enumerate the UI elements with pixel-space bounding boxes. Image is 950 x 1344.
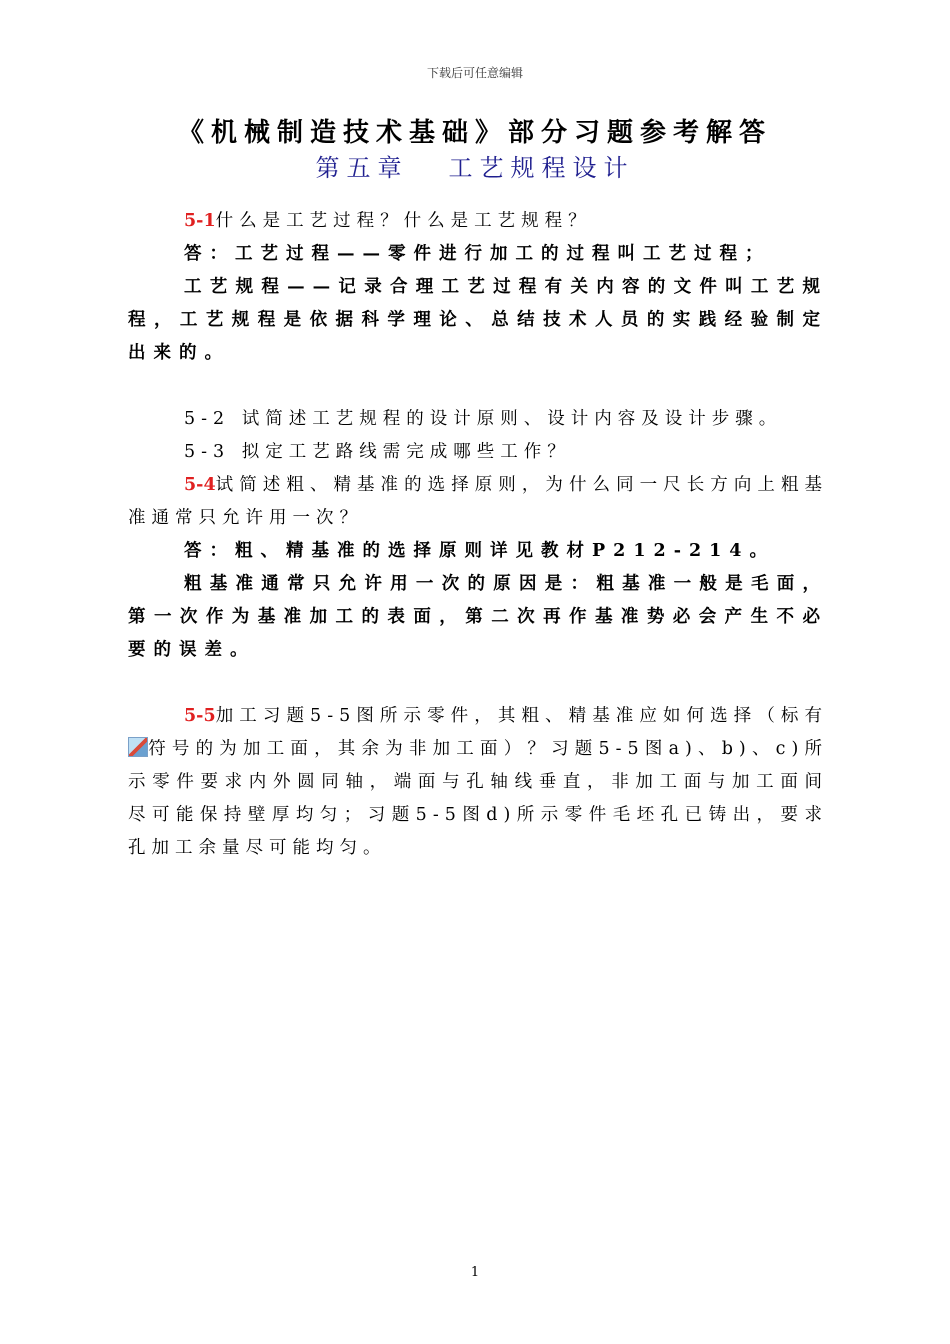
question-text-b: 符号的为加工面，其余为非加工面）？习题5-5图a)、b)、c)所示零件要求内外圆同轴，端面与孔轴线垂直，非加工面与加工面间尽可能保持壁厚均匀；习题5-5图d)所示零件毛坯孔已铸出，要求孔加工余量尽可能均匀。 [128,739,828,858]
page-header: 下载后可任意编辑 [426,66,523,80]
chapter-subtitle [0,148,950,183]
question-text: 什么是工艺过程？什么是工艺规程？ [215,211,592,231]
chapter-number: 第五章 [315,154,409,182]
question-5-3: 5-3 拟定工艺路线需完成哪些工作？ [184,442,571,462]
question-number: 5-1 [184,211,216,231]
chapter-name: 工艺规程设计 [448,154,635,182]
question-5-5 [128,700,828,865]
question-text: 试简述粗、精基准的选择原则，为什么同一尺长方向上粗基准通常只允许用一次？ [128,475,828,528]
answer-5-4-part1: 答：粗、精基准的选择原则详见教材P212-214。 [184,541,775,561]
answer-5-1-part2: 工艺规程——记录合理工艺过程有关内容的文件叫工艺规程，工艺规程是依据科学理论、总结技术人员的实践经验制定出来的。 [128,277,828,363]
question-5-4 [128,469,828,535]
question-text-a: 加工习题5-5图所示零件，其粗、精基准应如何选择（标有 [215,706,828,726]
question-5-1 [128,205,828,238]
answer-5-4-part2: 粗基准通常只允许用一次的原因是：粗基准一般是毛面，第一次作为基准加工的表面，第二次再作基准势必会产生不必要的误差。 [128,574,828,660]
question-number: 5-4 [184,475,216,495]
surface-mark-icon [128,737,148,757]
document-body [128,205,828,865]
page-number: 1 [470,1265,480,1280]
question-number: 5-5 [184,706,216,726]
answer-5-1-part1: 答：工艺过程——零件进行加工的过程叫工艺过程； [184,244,771,264]
document-title: 《机械制造技术基础》部分习题参考解答 [177,118,772,148]
question-5-2: 5-2 试简述工艺规程的设计原则、设计内容及设计步骤。 [184,409,783,429]
